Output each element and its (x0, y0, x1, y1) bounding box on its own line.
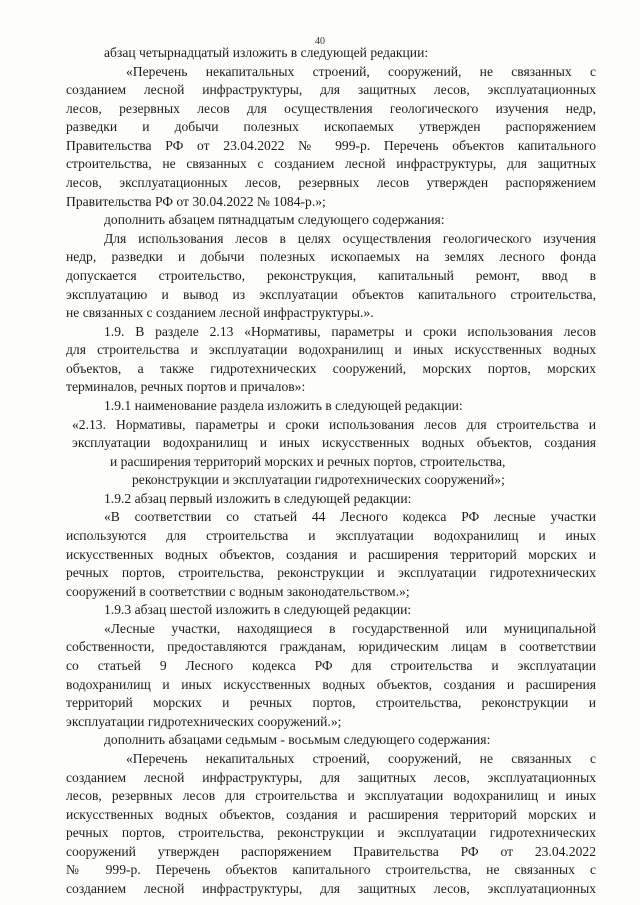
text-line: дополнить абзацем пятнадцатым следующего содержания: (104, 212, 445, 227)
text-line: лесов, эксплуатационных лесов, резервных лесов утвержден распоряжением (66, 175, 596, 190)
text-line: допускается строительство, реконструкция, капитальный ремонт, ввод в (66, 268, 596, 283)
text-line: для строительства и эксплуатации водохранилищ и иных искусственных водных (66, 342, 596, 357)
text-line: недр, разведки и добычи полезных ископаемых на землях лесного фонда (66, 249, 596, 264)
text-line: речных портов, строительства, реконструкции и эксплуатации гидротехнических (66, 565, 596, 580)
text-line: Для использования лесов в целях осуществления геологического изучения (104, 231, 596, 246)
text-line: лесов, резервных лесов для строительства и эксплуатации водохранилищ и иных (66, 788, 596, 803)
text-line: водохранилищ и иных искусственных водных объектов, создания и расширения (66, 677, 596, 692)
page-number: 40 (315, 36, 325, 47)
text-line: Правительства РФ от 30.04.2022 № 1084-р.»; (66, 194, 326, 209)
text-line: 1.9. В разделе 2.13 «Нормативы, параметры и сроки использования лесов (104, 324, 596, 339)
text-line: территорий морских и речных портов, строительства, реконструкции и (66, 695, 596, 710)
text-line: со статьей 9 Лесного кодекса РФ для строительства и эксплуатации (66, 658, 596, 673)
text-line: Правительства РФ от 23.04.2022 № 999-р. Перечень объектов капитального (66, 138, 596, 153)
text-line: абзац четырнадцатый изложить в следующей редакции: (104, 45, 429, 60)
text-line: «Лесные участки, находящиеся в государственной или муниципальной (104, 621, 596, 636)
text-line: созданием лесной инфраструктуры, для защитных лесов, эксплуатационных (66, 82, 596, 97)
text-line: дополнить абзацами седьмым - восьмым следующего содержания: (104, 732, 491, 747)
text-line: эксплуатации водохранилищ и иных искусственных водных объектов, создания (72, 435, 596, 450)
text-line: 1.9.1 наименование раздела изложить в следующей редакции: (104, 398, 463, 413)
text-line: терминалов, речных портов и причалов»: (66, 379, 306, 394)
text-line: строительства, не связанных с созданием лесной инфраструктуры, для защитных (66, 156, 596, 171)
text-line: лесов, резервных лесов для осуществления геологического изучения недр, (66, 101, 596, 116)
text-line: не связанных с созданием лесной инфраструктуры.». (66, 305, 374, 320)
text-line: «Перечень некапитальных строений, сооружений, не связанных с (126, 64, 596, 79)
text-line: 1.9.2 абзац первый изложить в следующей редакции: (104, 491, 412, 506)
text-line: искусственных водных объектов, создания и расширения территорий морских и (66, 807, 596, 822)
text-line: речных портов, строительства, реконструкции и эксплуатации гидротехнических (66, 825, 596, 840)
text-line: искусственных водных объектов, создания и расширения территорий морских и (66, 547, 596, 562)
text-line: «2.13. Нормативы, параметры и сроки использования лесов для строительства и (72, 417, 596, 432)
text-line: созданием лесной инфраструктуры, для защитных лесов, эксплуатационных (66, 881, 596, 896)
text-line: используются для строительства и эксплуатации водохранилищ и иных (66, 528, 596, 543)
text-line: собственности, предоставляются гражданам, юридическим лицам в соответствии (66, 639, 596, 654)
text-line: «Перечень некапитальных строений, сооружений, не связанных с (126, 751, 596, 766)
text-line: разведки и добычи полезных ископаемых утвержден распоряжением (66, 119, 596, 134)
text-line: созданием лесной инфраструктуры, для защитных лесов, эксплуатационных (66, 770, 596, 785)
text-line: эксплуатации гидротехнических сооружений.»; (66, 714, 342, 729)
text-line: объектов, а также гидротехнических сооружений, морских портов, морских (66, 361, 596, 376)
text-line: и расширения территорий морских и речных портов, строительства, (110, 454, 506, 469)
text-line: сооружений утвержден распоряжением Правительства РФ от 23.04.2022 (66, 844, 596, 859)
text-line: № 999-р. Перечень объектов капитального строительства, не связанных с (66, 862, 596, 877)
text-line: эксплуатацию и вывод из эксплуатации объектов капитального строительства, (66, 287, 596, 302)
text-line: сооружений в соответствии с водным законодательством.»; (66, 584, 410, 599)
text-line: «В соответствии со статьей 44 Лесного кодекса РФ лесные участки (104, 509, 596, 524)
text-line: реконструкции и эксплуатации гидротехнических сооружений»; (132, 472, 505, 487)
text-line: 1.9.3 абзац шестой изложить в следующей редакции: (104, 602, 412, 617)
